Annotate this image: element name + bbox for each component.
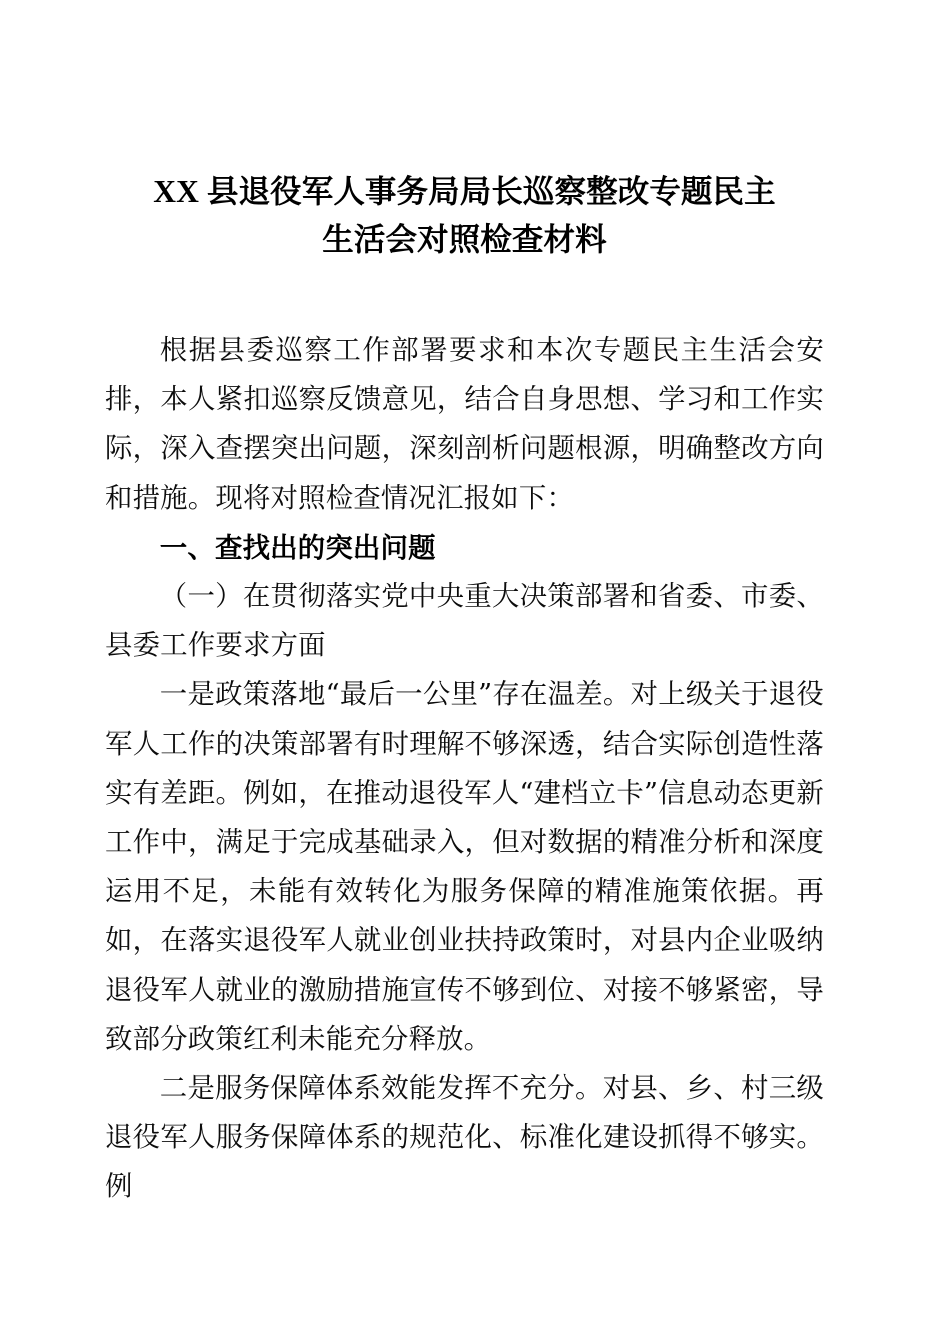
section-heading-1: 一、查找出的突出问题 — [159, 531, 436, 563]
subsection-heading-1: （一）在贯彻落实党中央重大决策部署和省委、市委、县委工作要求方面 — [105, 581, 824, 662]
document-title — [105, 168, 824, 264]
intro-paragraph: 根据县委巡察工作部署要求和本次专题民主生活会安排，本人紧扣巡察反馈意见，结合自身思想、学习和工作实际，深入查摆突出问题，深刻剖析问题根源，明确整改方向和措施。现将对照检查情况汇报如下： — [105, 335, 824, 514]
document-title-line-2: 生活会对照检查材料 — [322, 222, 607, 257]
document-content — [105, 168, 824, 1212]
body-paragraph-point-1: 一是政策落地“最后一公里”存在温差。对上级关于退役军人工作的决策部署有时理解不够深透，结合实际创造性落实有差距。例如，在推动退役军人“建档立卡”信息动态更新工作中，满足于完成基础录入，但对数据的精准分析和深度运用不足，未能有效转化为服务保障的精准施策依据。再如，在落实退役军人就业创业扶持政策时，对县内企业吸纳退役军人就业的激励措施宣传不够到位、对接不够紧密，导致部分政策红利未能充分释放。 — [105, 679, 824, 1055]
document-title-line-1: XX 县退役军人事务局局长巡察整改专题民主 — [153, 174, 776, 209]
body-paragraph-point-2: 二是服务保障体系效能发挥不充分。对县、乡、村三级退役军人服务保障体系的规范化、标准化建设抓得不够实。例 — [105, 1073, 824, 1203]
